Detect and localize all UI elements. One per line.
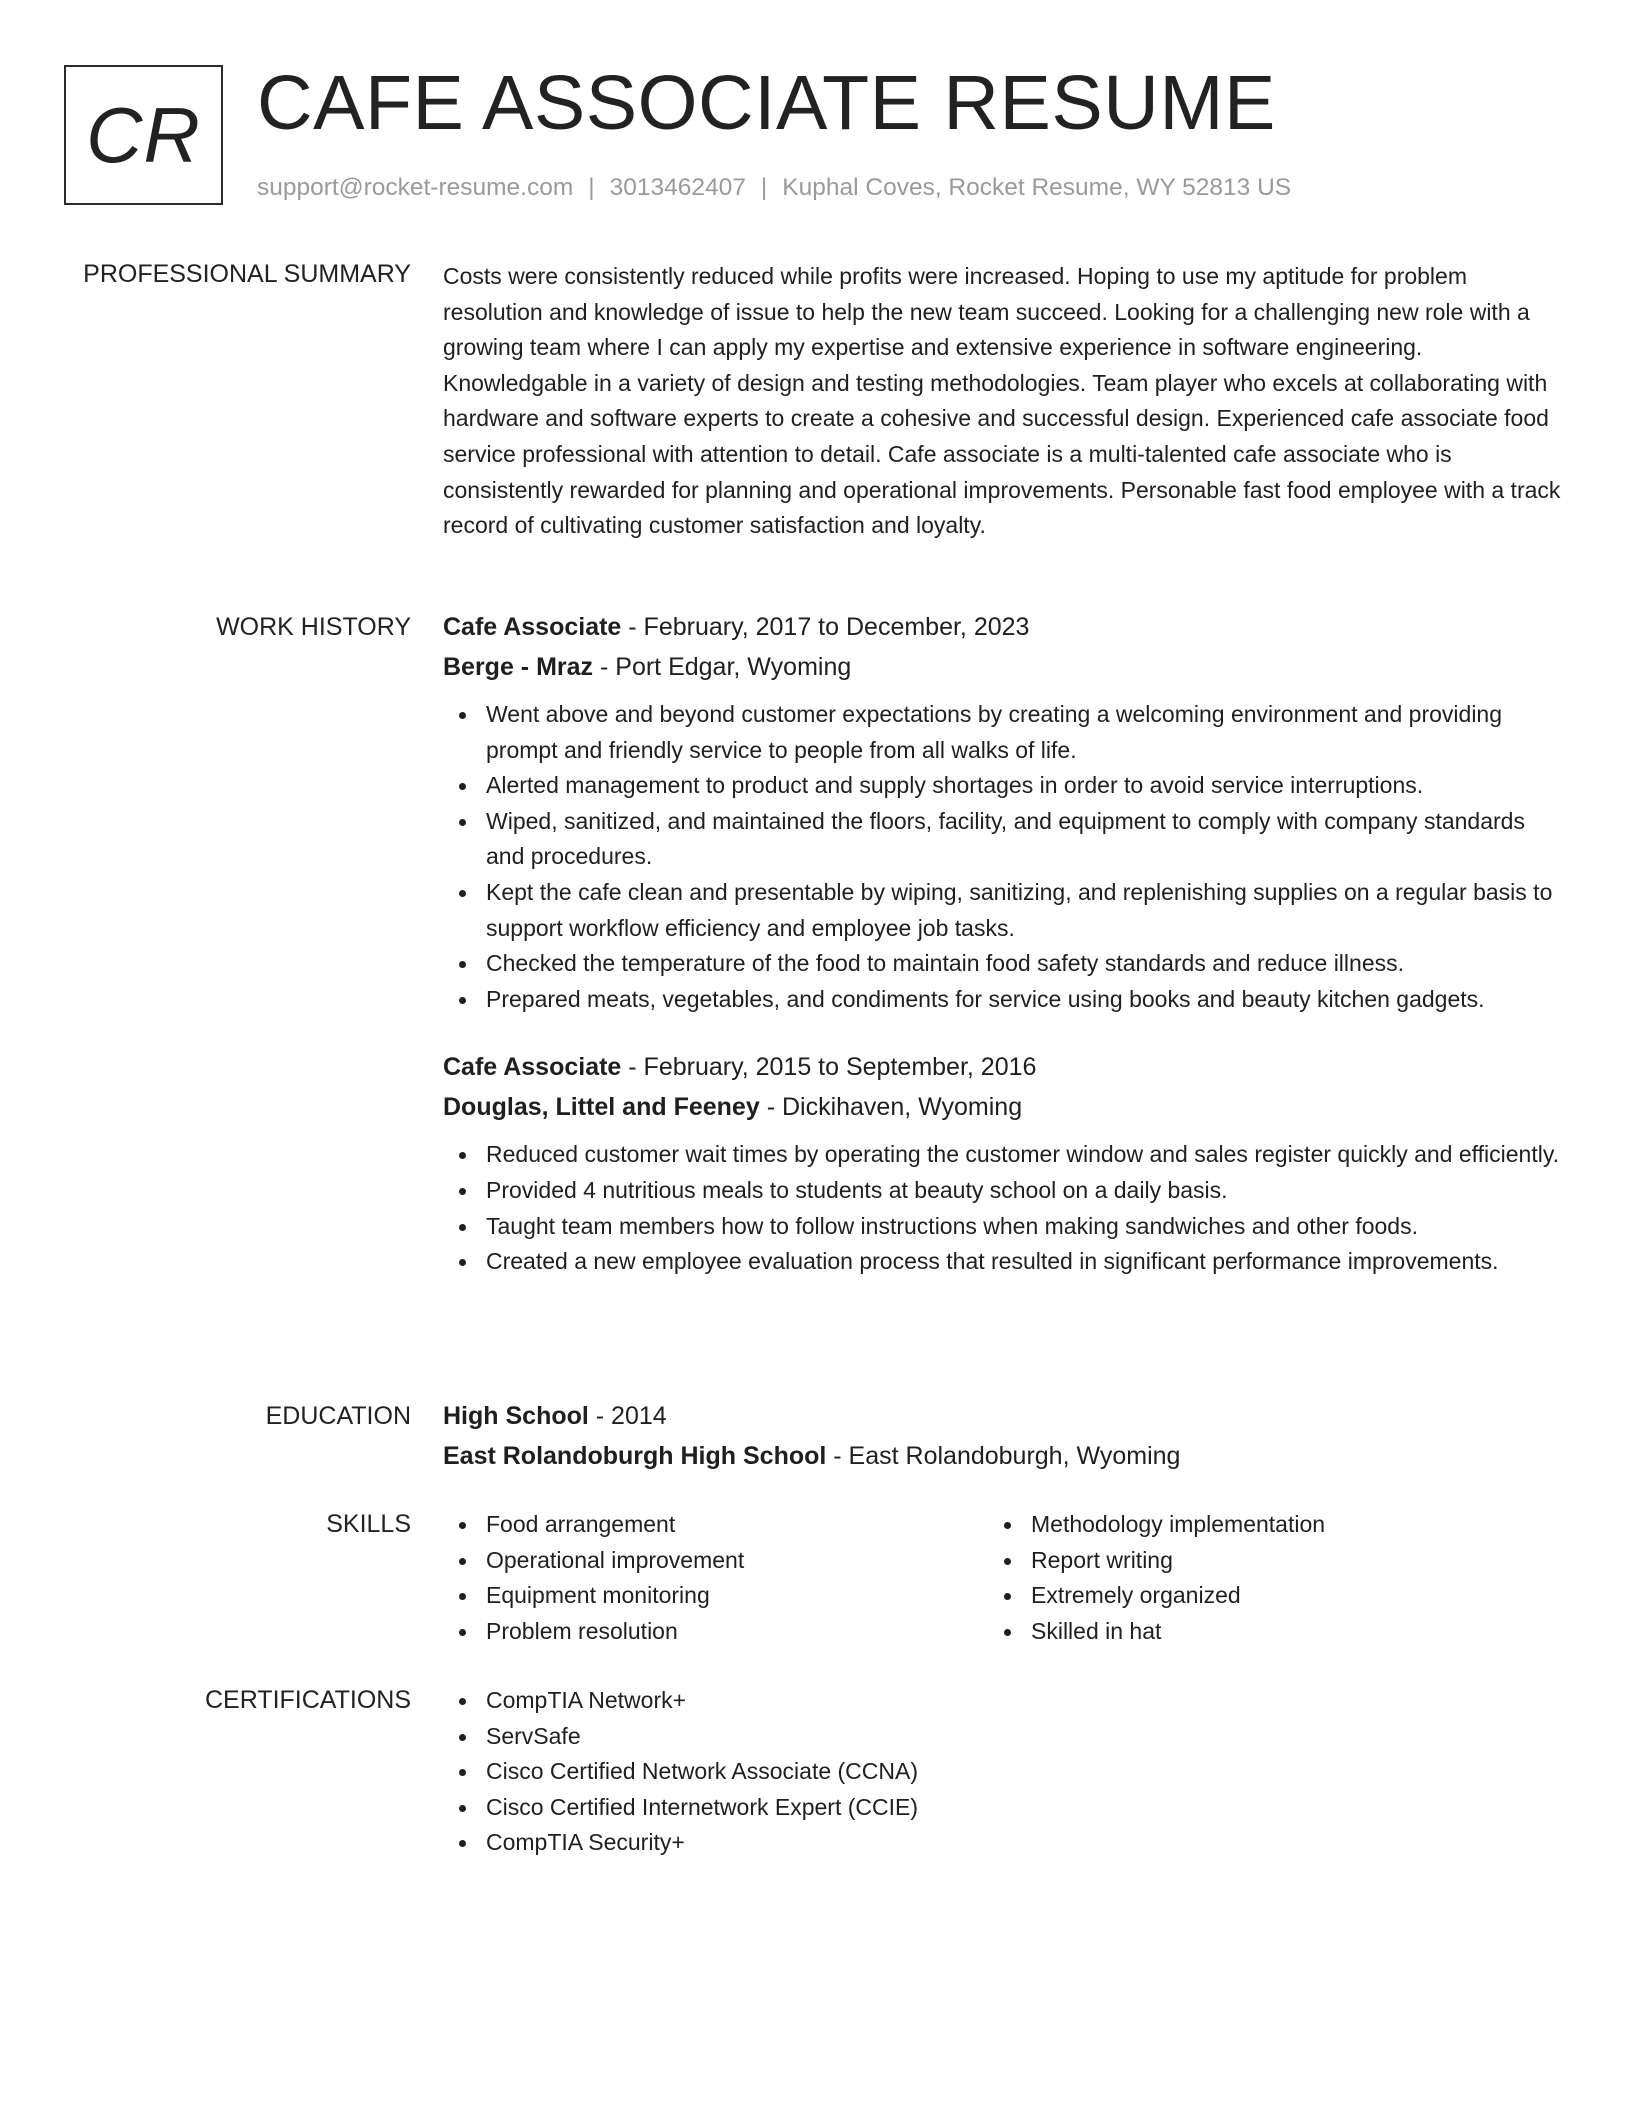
work-history-body [443,607,1563,1280]
job-company: Berge - Mraz [443,653,594,681]
list-item: Taught team members how to follow instructions when making sandwiches and other foods. [443,1209,1563,1245]
job-bullets [443,1137,1563,1279]
list-item: ServSafe [443,1719,1563,1755]
job-company-line [443,1087,1563,1127]
contact-phone: 3013462407 [609,174,746,201]
list-item: Report writing [988,1543,1533,1579]
job-location: - Port Edgar, Wyoming [600,653,852,681]
page-title: CAFE ASSOCIATE RESUME [257,60,1276,146]
list-item: Prepared meats, vegetables, and condiments for service using books and beauty kitchen gadgets. [443,982,1563,1018]
list-item: CompTIA Security+ [443,1825,1563,1861]
job-bullets [443,697,1563,1017]
section-label-certifications: CERTIFICATIONS [204,1686,411,1714]
list-item: Operational improvement [443,1543,988,1579]
education-school-line [443,1436,1563,1476]
job-entry [443,1047,1563,1279]
contact-separator: | [588,174,595,201]
list-item: Reduced customer wait times by operating the customer window and sales register quickly and efficiently. [443,1137,1563,1173]
contact-separator: | [760,174,768,201]
certifications-body [443,1683,1563,1861]
list-item: Food arrangement [443,1507,988,1543]
job-dates: - February, 2017 to December, 2023 [628,613,1030,641]
list-item: Cisco Certified Internetwork Expert (CCIE) [443,1790,1563,1826]
monogram-badge: CR [64,65,223,205]
list-item: Methodology implementation [988,1507,1533,1543]
summary-body [443,259,1563,544]
job-dates: - February, 2015 to September, 2016 [628,1053,1037,1082]
section-label-skills: SKILLS [326,1510,411,1538]
education-school: East Rolandoburgh High School [443,1442,827,1470]
list-item: Alerted management to product and supply shortages in order to avoid service interruptions. [443,768,1563,804]
contact-line [257,172,1291,204]
job-location: - Dickihaven, Wyoming [766,1093,1023,1122]
summary-text: Costs were consistently reduced while profits were increased. Hoping to use my aptitude for problem resolution and knowledge of issue to help the new team succeed. Looking for a challenging new role with a growing team where I can apply my expertise and extensive experience in software engineering. Knowledgable in a variety of design and testing methodologies. Team player who excels at collaborating with hardware and software experts to create a cohesive and successful design. Experienced cafe associate food service professional with attention to detail. Cafe associate is a multi-talented cafe associate who is consistently rewarded for planning and operational improvements. Personable fast food employee with a track record of cultivating customer satisfaction and loyalty. [443,263,1561,539]
education-degree: High School [443,1402,589,1430]
job-title-line [443,1047,1563,1087]
job-company-line [443,647,1563,687]
contact-address: Kuphal Coves, Rocket Resume, WY 52813 US [782,174,1292,201]
list-item: Created a new employee evaluation process that resulted in significant performance improvements. [443,1244,1563,1280]
list-item: Problem resolution [443,1614,988,1650]
skills-list-left [443,1507,988,1649]
contact-email: support@rocket-resume.com [257,174,574,201]
list-item: Provided 4 nutritious meals to students at beauty school on a daily basis. [443,1173,1563,1209]
education-location: - East Rolandoburgh, Wyoming [833,1442,1181,1470]
list-item: Skilled in hat [988,1614,1533,1650]
education-body [443,1396,1563,1476]
section-label-education: EDUCATION [265,1402,411,1430]
job-title-line [443,607,1563,647]
list-item: Kept the cafe clean and presentable by wiping, sanitizing, and replenishing supplies on a regular basis to support workflow efficiency and employee job tasks. [443,875,1563,946]
list-item: Extremely organized [988,1578,1533,1614]
education-degree-line [443,1396,1563,1436]
job-title: Cafe Associate [443,613,622,641]
education-year: - 2014 [595,1402,667,1430]
job-company: Douglas, Littel and Feeney [443,1093,760,1122]
certifications-list [443,1683,1563,1861]
skills-list-right [988,1507,1533,1649]
skills-body [443,1507,1563,1649]
list-item: Cisco Certified Network Associate (CCNA) [443,1754,1563,1790]
list-item: Wiped, sanitized, and maintained the floors, facility, and equipment to comply with company standards and procedures. [443,804,1563,875]
list-item: Went above and beyond customer expectations by creating a welcoming environment and providing prompt and friendly service to people from all walks of life. [443,697,1563,768]
section-label-work-history: WORK HISTORY [216,613,411,641]
list-item: CompTIA Network+ [443,1683,1563,1719]
job-title: Cafe Associate [443,1053,622,1082]
skills-grid [443,1507,1563,1649]
list-item: Checked the temperature of the food to maintain food safety standards and reduce illness. [443,946,1563,982]
list-item: Equipment monitoring [443,1578,988,1614]
job-entry [443,607,1563,1017]
section-label-summary: PROFESSIONAL SUMMARY [83,260,411,288]
